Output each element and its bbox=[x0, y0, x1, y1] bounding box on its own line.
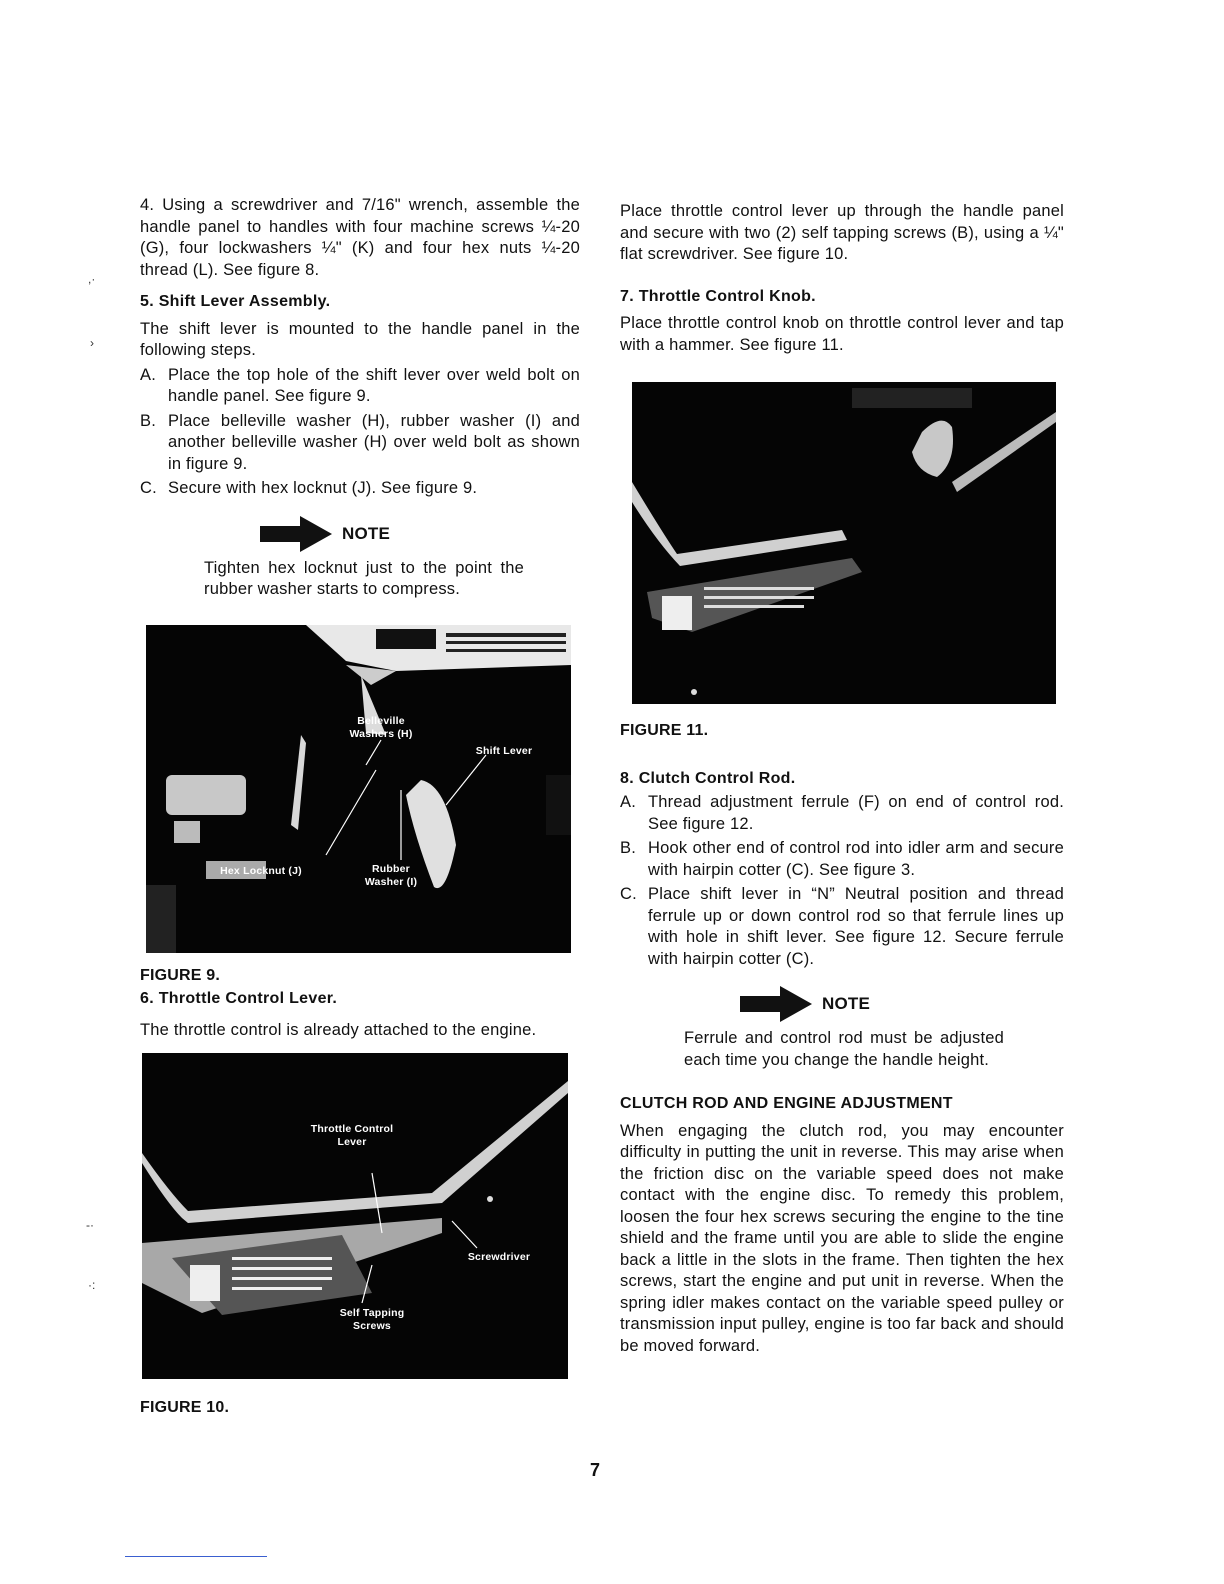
margin-mark: › bbox=[90, 336, 94, 350]
step-label: A. bbox=[140, 365, 156, 384]
figure-9-label-shift-lever: Shift Lever bbox=[475, 744, 533, 757]
figure-10-label-throttle-lever: Throttle Control Lever bbox=[310, 1123, 394, 1148]
step-8-item-a bbox=[620, 792, 1064, 835]
step-label: B. bbox=[140, 411, 156, 430]
note-box bbox=[204, 514, 524, 601]
note-text: Ferrule and control rod must be adjusted each time you change the handle height. bbox=[684, 1029, 1004, 1069]
arrow-right-icon bbox=[260, 516, 332, 552]
figure-9-label-rubber-washer: Rubber Washer (I) bbox=[364, 862, 418, 888]
throttle-intro-text: Place throttle control lever up through the handle panel and secure with two (2) self tapping screws (B), using a ¼" flat screwdriver. See figure 10. bbox=[620, 202, 1064, 263]
figure-11-caption: FIGURE 11. bbox=[620, 722, 709, 739]
clutch-adjustment-text: When engaging the clutch rod, you may encounter difficulty in putting the unit in reverse. This may arise when the friction disc on the variable speed does not make contact with the engine disc. To remedy this problem, loosen the four hex screws securing the engine to the tine shield and the frame until you are able to slide the engine back a little in the slots in the frame. Then tighten the hex screws, start the engine and put unit in reverse. When the spring idler makes contact on the variable speed pulley or transmission input pulley, engine is too far back and should be moved forward. bbox=[620, 1121, 1064, 1355]
figure-10-caption: FIGURE 10. bbox=[140, 1399, 230, 1416]
step-6-text: The throttle control is already attached to the engine. bbox=[140, 1020, 537, 1039]
figure-9-label-hex-locknut: Hex Locknut (J) bbox=[220, 864, 302, 877]
bottom-rule bbox=[125, 1556, 267, 1557]
note-text: Tighten hex locknut just to the point the rubber washer starts to compress. bbox=[204, 558, 524, 598]
clutch-adjustment-heading: CLUTCH ROD AND ENGINE ADJUSTMENT bbox=[620, 1095, 953, 1112]
figure-11-drawing bbox=[632, 382, 1056, 704]
step-7-text: Place throttle control knob on throttle control lever and tap with a hammer. See figure 11. bbox=[620, 314, 1064, 354]
right-column bbox=[620, 201, 1064, 1357]
figure-10-label-self-tapping: Self Tapping Screws bbox=[339, 1307, 405, 1332]
step-7-heading: 7. Throttle Control Knob. bbox=[620, 287, 816, 305]
step-text: Place belleville washer (H), rubber washer (I) and another belleville washer (H) over weld bolt as shown in figure 9. bbox=[168, 411, 580, 473]
margin-mark: -· bbox=[86, 1218, 94, 1232]
note-header bbox=[740, 984, 1004, 1024]
step-label: C. bbox=[620, 885, 637, 903]
step-text: Place shift lever in “N” Neutral position and thread ferrule up or down control rod so that ferrule lines up with hole in shift lever. See figure 12. Secure ferrule with hairpin cotter (C). bbox=[648, 885, 1064, 968]
step-text: Place the top hole of the shift lever over weld bolt on handle panel. See figure 9. bbox=[168, 365, 580, 405]
margin-mark: ,· bbox=[88, 272, 96, 286]
arrow-right-icon bbox=[740, 986, 812, 1022]
step-4-text: 4. Using a screwdriver and 7/16" wrench, assemble the handle panel to handles with four machine screws ¼-20 (G), four lockwashers ¼" (K) and four hex nuts ¼-20 thread (L). See figure 8. bbox=[140, 196, 580, 279]
step-8-item-c bbox=[620, 884, 1064, 970]
figure-9-drawing bbox=[146, 625, 571, 953]
note-label: NOTE bbox=[822, 994, 871, 1014]
step-text: Secure with hex locknut (J). See figure 9. bbox=[168, 479, 478, 497]
step-5-heading: 5. Shift Lever Assembly. bbox=[140, 293, 331, 310]
note-box bbox=[684, 984, 1004, 1071]
figure-11-photo bbox=[632, 382, 1056, 704]
page-number: 7 bbox=[590, 1460, 601, 1480]
figure-10-label-screwdriver: Screwdriver bbox=[467, 1251, 531, 1263]
step-5-item-b bbox=[140, 411, 580, 476]
step-text: Hook other end of control rod into idler arm and secure with hairpin cotter (C). See figure 3. bbox=[648, 839, 1064, 879]
step-5-intro: The shift lever is mounted to the handle panel in the following steps. bbox=[140, 319, 580, 359]
step-label: B. bbox=[620, 839, 636, 857]
note-header bbox=[260, 514, 524, 554]
step-label: A. bbox=[620, 793, 636, 811]
left-column bbox=[140, 195, 580, 1419]
step-5-item-c bbox=[140, 478, 580, 500]
figure-9-label-washers: Belleville Washers (H) bbox=[349, 714, 413, 740]
step-text: Thread adjustment ferrule (F) on end of control rod. See figure 12. bbox=[648, 793, 1064, 833]
step-8-item-b bbox=[620, 838, 1064, 881]
note-label: NOTE bbox=[342, 523, 391, 543]
figure-10-photo bbox=[142, 1053, 568, 1379]
step-8-heading: 8. Clutch Control Rod. bbox=[620, 769, 796, 787]
step-6-heading: 6. Throttle Control Lever. bbox=[140, 990, 338, 1007]
step-5-item-a bbox=[140, 365, 580, 408]
step-label: C. bbox=[140, 479, 157, 497]
figure-9-caption: FIGURE 9. bbox=[140, 966, 221, 984]
figure-9-photo bbox=[146, 625, 571, 953]
margin-mark: ·: bbox=[88, 1278, 96, 1292]
